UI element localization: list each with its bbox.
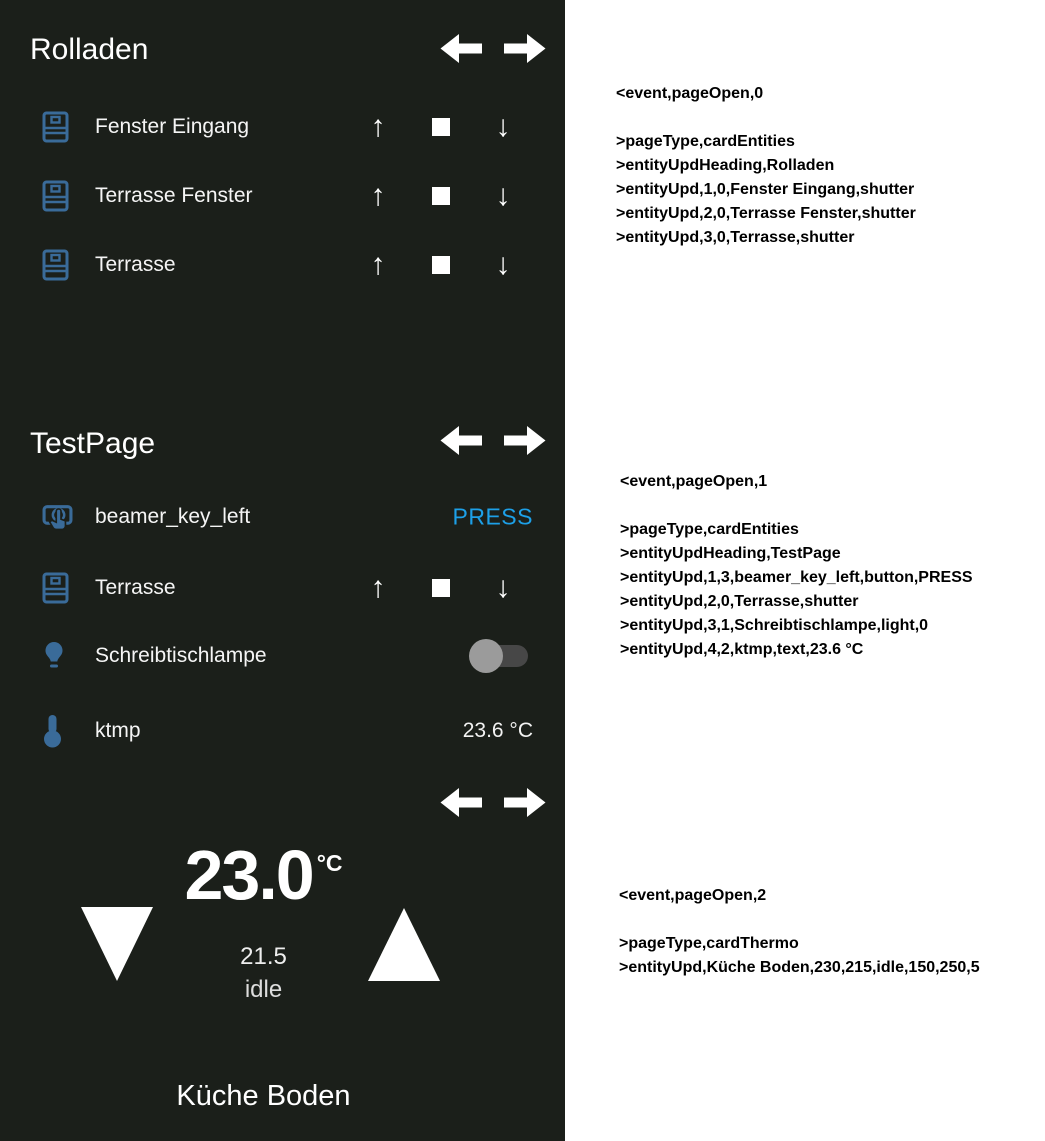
protocol-line: <event,pageOpen,1 <box>620 473 768 490</box>
toggle-knob <box>469 639 503 673</box>
thermostat-title: Küche Boden <box>176 1080 351 1112</box>
window-shutter-icon <box>42 180 69 212</box>
entity-label: ktmp <box>95 719 141 742</box>
page-heading: TestPage <box>30 427 156 460</box>
current-temperature-value: 23.0 <box>184 836 313 914</box>
protocol-line: >entityUpdHeading,TestPage <box>620 545 841 562</box>
protocol-line <box>619 908 980 932</box>
entity-row <box>0 168 565 224</box>
press-button[interactable]: PRESS <box>452 503 533 530</box>
thermometer-icon <box>42 713 62 749</box>
shutter-up-button[interactable]: ↑ <box>370 248 386 281</box>
window-shutter-icon <box>42 572 69 604</box>
protocol-line: >entityUpd,2,0,Terrasse,shutter <box>620 593 859 610</box>
prev-page-arrow-icon[interactable] <box>440 33 482 64</box>
protocol-line: >entityUpd,1,3,beamer_key_left,button,PRESS <box>620 569 973 586</box>
shutter-up-button[interactable]: ↑ <box>370 110 386 143</box>
entity-label: Terrasse <box>95 576 176 599</box>
protocol-line: <event,pageOpen,2 <box>619 887 767 904</box>
shutter-down-button[interactable]: ↓ <box>495 571 511 604</box>
entity-row <box>0 99 565 155</box>
protocol-block-page0 <box>616 82 916 250</box>
protocol-line: >pageType,cardEntities <box>616 133 795 150</box>
current-temperature <box>0 836 527 914</box>
next-page-arrow-icon[interactable] <box>504 787 546 818</box>
entity-label: Fenster Eingang <box>95 115 250 138</box>
target-temperature: 21.5 <box>240 943 287 970</box>
prev-page-arrow-icon[interactable] <box>440 425 482 456</box>
protocol-line: >entityUpd,1,0,Fenster Eingang,shutter <box>616 181 915 198</box>
temperature-value: 23.6 °C <box>462 719 533 742</box>
prev-page-arrow-icon[interactable] <box>440 787 482 818</box>
gesture-tap-button-icon <box>42 502 73 533</box>
shutter-up-button[interactable]: ↑ <box>370 571 386 604</box>
protocol-line: >entityUpd,4,2,ktmp,text,23.6 °C <box>620 641 864 658</box>
next-page-arrow-icon[interactable] <box>504 425 546 456</box>
protocol-line: >entityUpdHeading,Rolladen <box>616 157 835 174</box>
entity-label: beamer_key_left <box>95 505 251 528</box>
entity-row <box>0 237 565 293</box>
entity-row <box>0 560 565 616</box>
entity-row <box>0 489 565 545</box>
page-heading: Rolladen <box>30 33 149 66</box>
protocol-line: >entityUpd,2,0,Terrasse Fenster,shutter <box>616 205 916 222</box>
protocol-block-page2 <box>619 884 980 980</box>
hvac-state: idle <box>244 976 283 1003</box>
shutter-stop-button[interactable] <box>432 187 450 205</box>
shutter-up-button[interactable]: ↑ <box>370 179 386 212</box>
temperature-unit: °C <box>316 850 343 876</box>
entity-row <box>0 628 565 684</box>
protocol-line: >pageType,cardThermo <box>619 935 799 952</box>
shutter-down-button[interactable]: ↓ <box>495 248 511 281</box>
light-toggle-switch[interactable] <box>472 645 528 667</box>
protocol-line: >entityUpd,3,1,Schreibtischlampe,light,0 <box>620 617 929 634</box>
protocol-line: >entityUpd,Küche Boden,230,215,idle,150,250,5 <box>619 959 980 976</box>
entity-row <box>0 703 565 759</box>
protocol-line <box>620 494 973 518</box>
entity-label: Terrasse <box>95 253 176 276</box>
lightbulb-icon <box>42 640 66 672</box>
protocol-line: >pageType,cardEntities <box>620 521 799 538</box>
shutter-stop-button[interactable] <box>432 118 450 136</box>
entity-label: Schreibtischlampe <box>95 644 267 667</box>
window-shutter-icon <box>42 249 69 281</box>
protocol-block-page1 <box>620 470 973 662</box>
protocol-line <box>616 106 916 130</box>
entity-label: Terrasse Fenster <box>95 184 253 207</box>
shutter-stop-button[interactable] <box>432 256 450 274</box>
shutter-stop-button[interactable] <box>432 579 450 597</box>
protocol-line: <event,pageOpen,0 <box>616 85 764 102</box>
shutter-down-button[interactable]: ↓ <box>495 179 511 212</box>
shutter-down-button[interactable]: ↓ <box>495 110 511 143</box>
next-page-arrow-icon[interactable] <box>504 33 546 64</box>
window-shutter-icon <box>42 111 69 143</box>
protocol-line: >entityUpd,3,0,Terrasse,shutter <box>616 229 855 246</box>
